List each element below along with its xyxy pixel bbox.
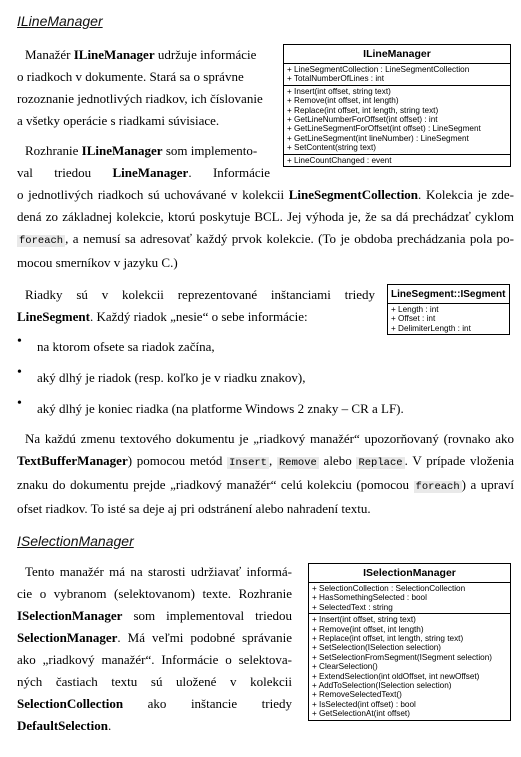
uml-member: + Remove(int offset, int length) <box>287 96 399 106</box>
uml-member: + LineSegmentCollection : LineSegmentCollection <box>287 65 470 74</box>
uml-title: ILineManager <box>284 45 510 64</box>
uml-member: + Offset : int <box>391 314 436 324</box>
bullet-marker: • <box>17 365 22 380</box>
text-line: dená zo základnej kolekcie, ktorú poskytuje BCL. Jej výhoda je, že sa dá prechádzať cyklom <box>17 209 514 224</box>
uml-member: + ClearSelection() <box>312 662 378 672</box>
bullet-marker: • <box>17 396 22 411</box>
uml-member: + Insert(int offset, string text) <box>312 615 416 625</box>
uml-title: ISelectionManager <box>309 564 510 583</box>
text-line: cie o vybranom (selektovanom) texte. Rozhranie <box>17 586 292 601</box>
text-line: ných častiach textu sú uložené v kolekcii <box>17 674 292 689</box>
uml-member: + IsSelected(int offset) : bool <box>312 699 416 709</box>
uml-properties <box>388 304 509 334</box>
bullet-item: aký dlhý je koniec riadka (na platforme Windows 2 znaky – CR a LF). <box>37 401 404 416</box>
text-line: o riadkoch v dokumente. Stará sa o správne <box>17 69 244 84</box>
text-line: ISelectionManager som implementoval triedou <box>17 608 292 623</box>
text-line: Rozhranie ILineManager som implemento- <box>25 143 258 158</box>
uml-methods <box>309 614 510 719</box>
bullet-item: aký dlhý je riadok (resp. koľko je v riadku znakov), <box>37 370 306 385</box>
uml-member: + ExtendSelection(int oldOffset, int newOffset) <box>312 671 480 681</box>
uml-member: + Length : int <box>391 305 439 314</box>
section-heading-iselectionmanager: ISelectionManager <box>17 533 134 549</box>
text-line: ako „riadkový manažér“. Informácie o selektova- <box>17 652 292 667</box>
text-line: Riadky sú v kolekcii reprezentované inštanciami triedy <box>25 287 375 302</box>
text-line: SelectionCollection ako inštancie triedy <box>17 696 292 711</box>
paragraph-implementation-a <box>17 140 270 184</box>
uml-member: + SelectedText : string <box>312 602 393 612</box>
paragraph-selection-manager <box>17 561 292 737</box>
text-line: znaku do dokumentu prejde „riadkový manažér“ celú kolekciu (pomocou foreach ) a upraví <box>17 477 514 493</box>
text-line: TextBufferManager) pomocou metód Insert , Remove alebo Replace . V prípade vloženia <box>17 453 514 469</box>
uml-properties <box>309 583 510 614</box>
section-heading-ilinemanager: ILineManager <box>17 13 103 29</box>
uml-properties <box>284 64 510 86</box>
uml-member: + SetContent(string text) <box>287 143 376 153</box>
text-line: SelectionManager. Má veľmi podobné správanie <box>17 630 292 645</box>
uml-member: + SelectionCollection : SelectionCollection <box>312 584 466 593</box>
uml-member: + TotalNumberOfLines : int <box>287 74 385 84</box>
text-line: mocou smerníkov v jazyku C.) <box>17 255 178 270</box>
bullet-marker: • <box>17 334 22 349</box>
uml-member: + RemoveSelectedText() <box>312 690 402 700</box>
uml-member: + GetLineSegment(int lineNumber) : LineSegment <box>287 133 469 143</box>
uml-member: + GetLineNumberForOffset(int offset) : int <box>287 115 438 125</box>
uml-methods <box>284 86 510 155</box>
text-line: rozoznanie jednotlivých riadkov, ich číslovanie <box>17 91 263 106</box>
uml-member: + GetLineSegmentForOffset(int offset) : LineSegment <box>287 124 481 134</box>
uml-iselectionmanager <box>308 563 511 721</box>
uml-title: LineSegment::ISegment <box>388 285 509 304</box>
text-line: Manažér ILineManager udržuje informácie <box>25 47 257 62</box>
uml-member: + AddToSelection(ISelection selection) <box>312 681 452 691</box>
uml-member: + SetSelectionFromSegment(ISegment selection) <box>312 652 492 662</box>
uml-member: + Replace(int offset, int length, string text) <box>312 634 464 644</box>
text-line: ofset riadkov. To isté sa deje aj pri odstránení alebo nahradení textu. <box>17 501 371 516</box>
uml-member: + SetSelection(ISelection selection) <box>312 643 442 653</box>
uml-events <box>284 155 510 166</box>
uml-member: + GetSelectionAt(int offset) <box>312 709 410 719</box>
text-line: Na každú zmenu textového dokumentu je „riadkový manažér“ upozorňovaný (rovnako ako <box>25 431 514 446</box>
text-line: foreach , a nemusí sa adresovať každý prvok kolekcie. (To je obdoba prechádzania pola po- <box>19 231 514 247</box>
text-line: a všetky operácie s riadkami súvisiace. <box>17 113 220 128</box>
text-line: Tento manažér má na starosti udržiavať informá- <box>25 564 292 579</box>
uml-member: + Replace(int offset, int length, string text) <box>287 105 439 115</box>
text-line: DefaultSelection. <box>17 718 112 733</box>
uml-ilinemanager <box>283 44 511 167</box>
paragraph-notifications <box>17 428 514 520</box>
paragraph-line-segments <box>17 284 375 328</box>
text-line: val triedou LineManager. Informácie <box>17 165 270 180</box>
uml-linesegment <box>387 284 510 335</box>
uml-member: + HasSomethingSelected : bool <box>312 593 427 603</box>
uml-member: + LineCountChanged : event <box>287 155 392 165</box>
text-line: LineSegment. Každý riadok „nesie“ o sebe informácie: <box>17 309 308 324</box>
uml-member: + Insert(int offset, string text) <box>287 86 391 96</box>
text-line: o jednotlivých riadkoch sú uchovávané v kolekcii LineSegmentCollection. Kolekcia je zde- <box>17 187 514 202</box>
paragraph-intro <box>17 44 270 132</box>
uml-member: + DelimiterLength : int <box>391 323 471 333</box>
uml-member: + Remove(int offset, int length) <box>312 624 424 634</box>
bullet-item: na ktorom ofsete sa riadok začína, <box>37 339 215 354</box>
paragraph-implementation-b <box>17 184 514 274</box>
